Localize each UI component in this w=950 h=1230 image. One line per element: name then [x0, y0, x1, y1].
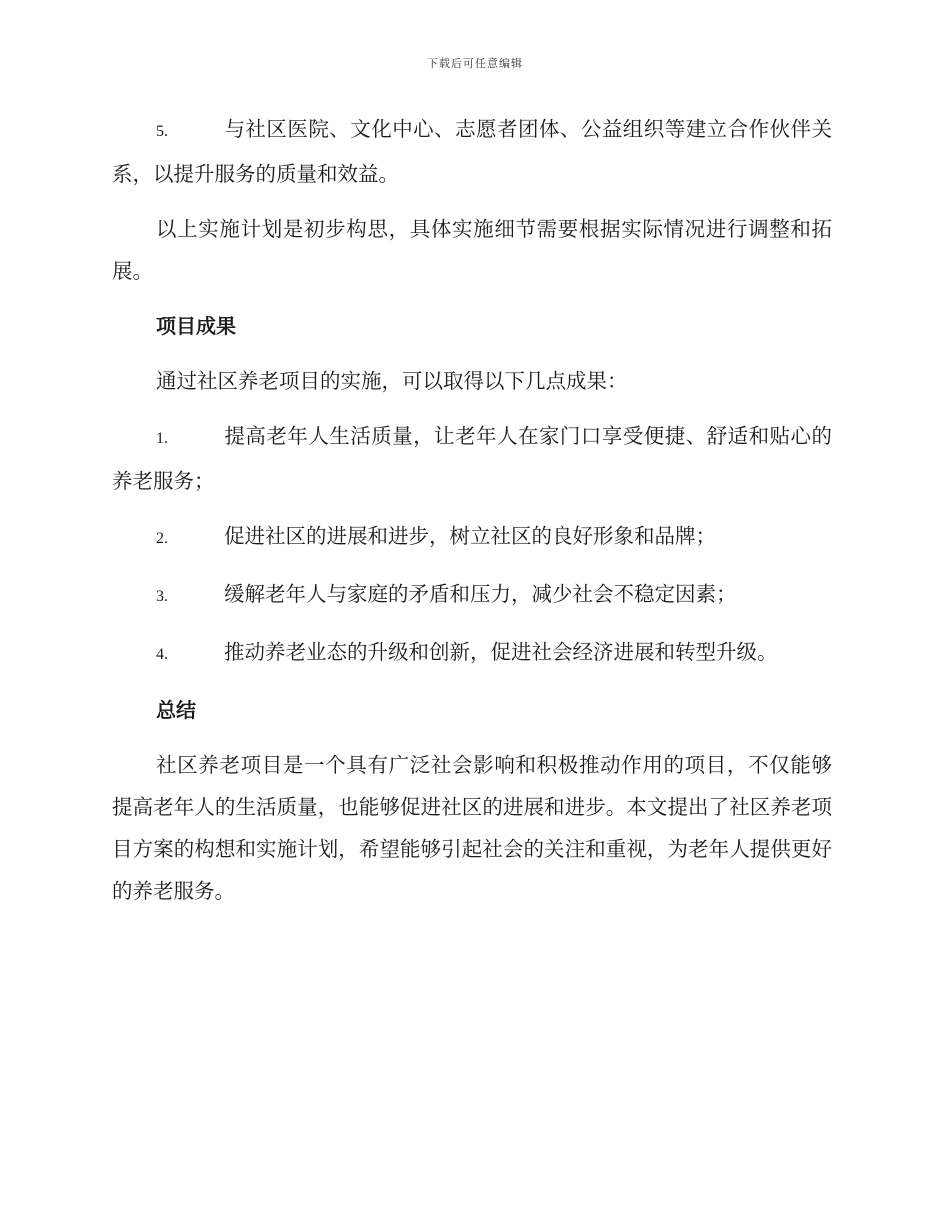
- list-item-partnership: [112, 108, 832, 195]
- summary-heading: 总结: [156, 698, 196, 722]
- list-item: [112, 573, 832, 618]
- results-intro-paragraph: 通过社区养老项目的实施，可以取得以下几点成果：: [156, 369, 628, 393]
- list-item: [112, 631, 832, 676]
- list-item: [112, 415, 832, 502]
- list-item-text: 推动养老业态的升级和创新，促进社会经济进展和转型升级。: [224, 640, 778, 664]
- results-heading: 项目成果: [156, 314, 236, 338]
- list-item-number: 3.: [156, 588, 168, 605]
- list-item-text: 提高老年人生活质量，让老年人在家门口享受便捷、舒适和贴心的养老服务；: [112, 424, 832, 493]
- header-note: 下载后可任意编辑: [427, 57, 523, 70]
- plan-note-paragraph: 以上实施计划是初步构思，具体实施细节需要根据实际情况进行调整和拓展。: [112, 217, 832, 283]
- list-item-number: 5.: [156, 123, 168, 140]
- summary-paragraph: 社区养老项目是一个具有广泛社会影响和积极推动作用的项目，不仅能够提高老年人的生活质量，也能够促进社区的进展和进步。本文提出了社区养老项目方案的构想和实施计划，希望能够引起社会的关注和重视，为老年人提供更好的养老服务。: [112, 753, 832, 903]
- list-item-text: 与社区医院、文化中心、志愿者团体、公益组织等建立合作伙伴关系，以提升服务的质量和效益。: [112, 117, 832, 186]
- document-body: [112, 108, 832, 925]
- list-item-number: 2.: [156, 530, 168, 547]
- list-item-text: 促进社区的进展和进步，树立社区的良好形象和品牌；: [224, 524, 716, 548]
- list-item-text: 缓解老年人与家庭的矛盾和压力，减少社会不稳定因素；: [224, 582, 737, 606]
- list-item-number: 1.: [156, 430, 168, 447]
- list-item: [112, 515, 832, 560]
- list-item-number: 4.: [156, 646, 168, 663]
